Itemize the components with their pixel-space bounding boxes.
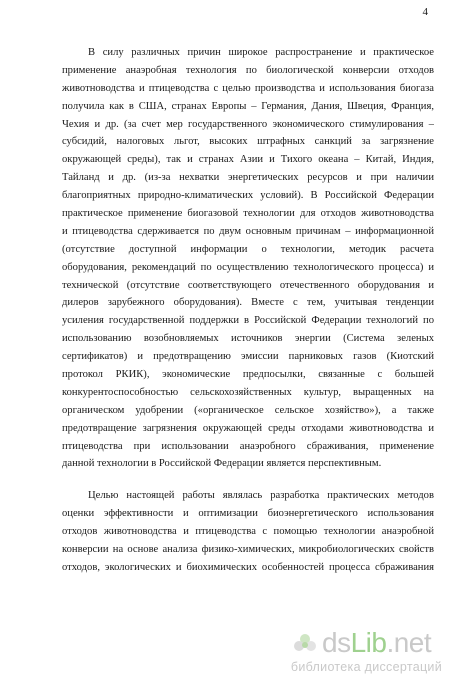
text-line: протокол РКИК), экономические предпосылки, связанные с большей (62, 369, 434, 381)
flower-logo-icon (292, 632, 318, 656)
text-line: технической (отсутствие соответствующего отечественного оборудования и (62, 279, 434, 291)
text-line: отходов животноводства и птицеводства с помощью технологии анаэробной (62, 526, 434, 538)
text-line: птицеводства при использовании анаэробного сбраживания, применение (62, 440, 434, 452)
text-line: отходов, экологических и биохимических особенностей процесса сбраживания (62, 561, 434, 573)
text-line: Чехия и др. (за счет мер государственного экономического стимулирования – (62, 118, 434, 130)
body-text (62, 44, 434, 577)
text-line: (отсутствие доступной информации о технологии, методик расчета (62, 243, 434, 255)
logo-suffix: .net (386, 627, 432, 658)
watermark-tagline: библиотека диссертаций (290, 660, 442, 674)
text-line: и птицеводства сдерживается по двум основным причинам – информационной (62, 225, 434, 237)
watermark (282, 628, 442, 678)
text-line: предотвращение загрязнения окружающей среды отходами животноводства и (62, 422, 434, 434)
text-line: Тайланд и др. (из-за нехватки энергетических ресурсов и при наличии (62, 172, 434, 184)
page-number: 4 (422, 6, 428, 18)
text-line: получила как в США, странах Европы – Германия, Дания, Швеция, Франция, (62, 100, 434, 112)
text-line: В силу различных причин широкое распространение и практическое (88, 47, 434, 58)
text-line: усиления государственной поддержки в Российской Федерации технологий по (62, 315, 434, 327)
text-line: субсидий, налоговых льгот, высоких штрафных санкций за загрязнение (62, 136, 434, 148)
text-line: сертификатов) и предотвращению эмиссии парниковых газов (Киотский (62, 351, 434, 363)
text-line: оборудования, рекомендаций по осуществлению технологического процесса) и (62, 261, 434, 273)
text-line: Целью настоящей работы являлась разработка практических методов (88, 490, 434, 502)
text-line: дилеров зарубежного оборудования). Вместе с тем, учитывая тенденции (62, 297, 434, 309)
text-line: применение анаэробная технология по биологической конверсии отходов (62, 64, 434, 76)
logo-accent: Lib (350, 627, 387, 658)
text-line: конкурентоспособностью сельскохозяйственных культур, выращенных на (62, 386, 434, 398)
paragraph-2 (62, 487, 434, 576)
text-line: использованию возобновляемых источников энергии (Система зеленых (62, 333, 434, 345)
text-line: конверсии на основе анализа физико-химических, микробиологических свойств (62, 544, 434, 556)
text-line: животноводства и птицеводства с целью производства и использования биогаза (62, 82, 434, 94)
text-line: окружающей среды), так и странах Азии и Тихого океана – Китай, Индия, (62, 154, 434, 166)
watermark-logo (322, 628, 431, 658)
text-line: практическое применение биогазовой технологии для отходов животноводства (62, 208, 434, 220)
text-line: данной технологии в Российской Федерации является перспективным. (62, 458, 382, 470)
paragraph-1 (62, 44, 434, 473)
text-line: оценки эффективности и оптимизации биоэнергетического использования (62, 508, 434, 520)
text-line: благоприятных природно-климатических условий). В Российской Федерации (62, 190, 434, 202)
logo-prefix: ds (322, 627, 351, 658)
text-line: органическом удобрении («органическое сельское хозяйство»), а также (62, 404, 434, 416)
